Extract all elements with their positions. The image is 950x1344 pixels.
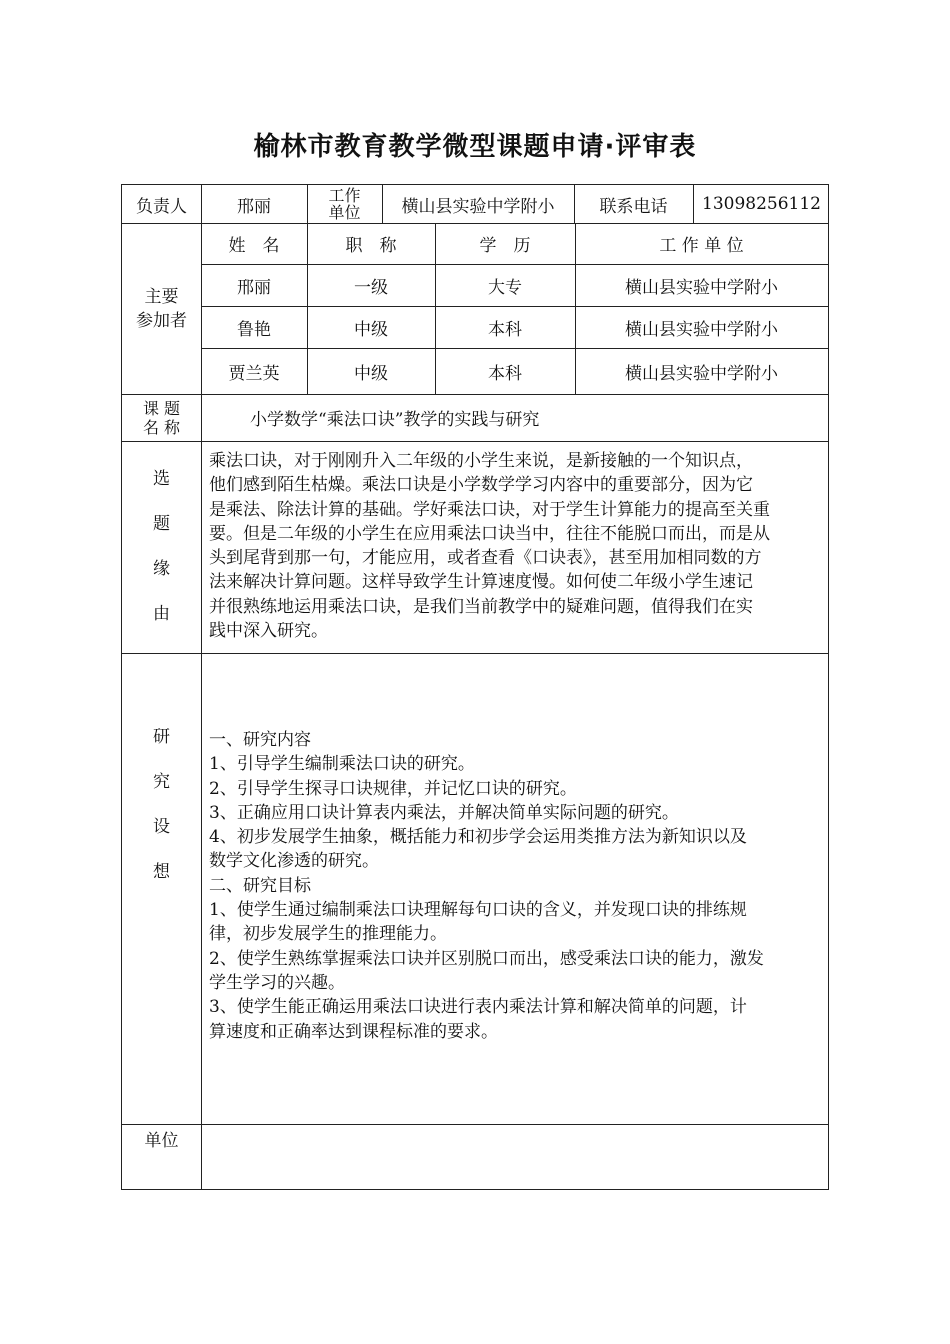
- leader-value: 邢丽: [237, 196, 271, 217]
- design-line: 2、引导学生探寻口诀规律，并记忆口诀的研究。: [209, 778, 577, 799]
- reason-label-char: 题: [153, 514, 170, 534]
- work-unit-label: [307, 185, 382, 223]
- reason-line: 要。但是二年级的小学生在应用乘法口诀当中，往往不能脱口而出，而是从: [209, 523, 770, 544]
- reason-line: 头到尾背到那一句，才能应用，或者查看《口诀表》，甚至用加相同数的方: [209, 548, 762, 569]
- participant-title: 中级: [354, 319, 388, 340]
- column-header-name: 姓 名: [228, 236, 280, 256]
- topic-value: 小学数学“乘法口诀”教学的实践与研究: [250, 410, 540, 430]
- unit-value: [201, 1124, 828, 1190]
- reason-line: 乘法口诀，对于刚刚升入二年级的小学生来说，是新接触的一个知识点，: [209, 451, 753, 471]
- design-line: 二、研究目标: [209, 875, 311, 896]
- reason-line: 他们感到陌生枯燥。乘法口诀是小学数学学习内容中的重要部分，因为它: [209, 475, 753, 496]
- design-label-char: 想: [153, 862, 170, 882]
- design-line: 律，初步发展学生的推理能力。: [209, 924, 447, 945]
- participant-education: 本科: [488, 319, 522, 340]
- participant-work-unit: 横山县实验中学附小: [625, 319, 778, 340]
- participants-label: [122, 223, 201, 394]
- design-line: 1、使学生通过编制乘法口诀理解每句口诀的含义，并发现口诀的排练规: [209, 900, 747, 921]
- reason-label-char: 选: [153, 469, 170, 489]
- design-line: 数学文化渗透的研究。: [209, 851, 379, 872]
- topic-label: [122, 394, 201, 441]
- design-line: 1、引导学生编制乘法口诀的研究。: [209, 754, 475, 775]
- participant-name: 邢丽: [237, 277, 271, 298]
- column-header-work-unit: 工 作 单 位: [659, 236, 744, 256]
- participant-title: 一级: [354, 277, 388, 298]
- design-label-char: 设: [153, 817, 170, 837]
- participant-work-unit: 横山县实验中学附小: [625, 277, 778, 298]
- column-header-title: 职 称: [345, 236, 397, 256]
- phone-label: 联系电话: [599, 196, 668, 217]
- reason-line: 是乘法、除法计算的基础。学好乘法口诀，对于学生计算能力的提高至关重: [209, 499, 770, 520]
- design-line: 3、正确应用口诀计算表内乘法，并解决简单实际问题的研究。: [209, 802, 679, 823]
- leader-label: 负责人: [136, 196, 187, 217]
- participant-education: 本科: [488, 363, 522, 384]
- design-label: [122, 715, 201, 920]
- reason-line: 并很熟练地运用乘法口诀，是我们当前教学中的疑难问题，值得我们在实: [209, 596, 753, 617]
- participants-label-bottom: 参加者: [136, 310, 187, 331]
- column-header-education: 学 历: [479, 236, 531, 256]
- reason-label: [122, 441, 201, 653]
- design-line: 学生学习的兴趣。: [209, 972, 345, 993]
- work-unit-value: 横山县实验中学附小: [401, 196, 555, 217]
- reason-label-char: 由: [153, 604, 170, 624]
- design-label-char: 究: [153, 772, 170, 792]
- design-line: 2、使学生熟练掌握乘法口诀并区别脱口而出，感受乘法口诀的能力，激发: [209, 948, 764, 969]
- work-unit-label-bottom: 单位: [328, 203, 361, 222]
- participant-name: 贾兰英: [228, 363, 280, 384]
- design-label-char: 研: [153, 727, 170, 747]
- application-form-table: [121, 184, 829, 1190]
- reason-line: 法来解决计算问题。这样导致学生计算速度慢。如何使二年级小学生速记: [209, 572, 753, 593]
- work-unit-label-top: 工作: [328, 186, 361, 205]
- participant-name: 鲁艳: [237, 319, 271, 340]
- page-title: 榆林市教育教学微型课题申请·评审表: [253, 132, 697, 162]
- design-line: 3、使学生能正确运用乘法口诀进行表内乘法计算和解决简单的问题，计: [209, 997, 747, 1018]
- unit-label: 单位: [144, 1130, 179, 1151]
- design-line: 算速度和正确率达到课程标准的要求。: [209, 1021, 498, 1042]
- design-line: 4、初步发展学生抽象，概括能力和初步学会运用类推方法为新知识以及: [209, 827, 747, 848]
- design-text: [209, 728, 824, 1044]
- participants-label-top: 主要: [144, 286, 179, 307]
- reason-text: [209, 449, 824, 643]
- topic-label-top: 课 题: [142, 398, 181, 418]
- participant-title: 中级: [354, 363, 388, 384]
- phone-value: 13098256112: [702, 194, 821, 214]
- reason-label-char: 缘: [153, 559, 170, 579]
- topic-label-bottom: 名 称: [142, 417, 181, 437]
- participant-education: 大专: [488, 277, 522, 298]
- design-line: 一、研究内容: [209, 730, 311, 750]
- reason-line: 践中深入研究。: [209, 621, 328, 642]
- participant-work-unit: 横山县实验中学附小: [625, 363, 778, 384]
